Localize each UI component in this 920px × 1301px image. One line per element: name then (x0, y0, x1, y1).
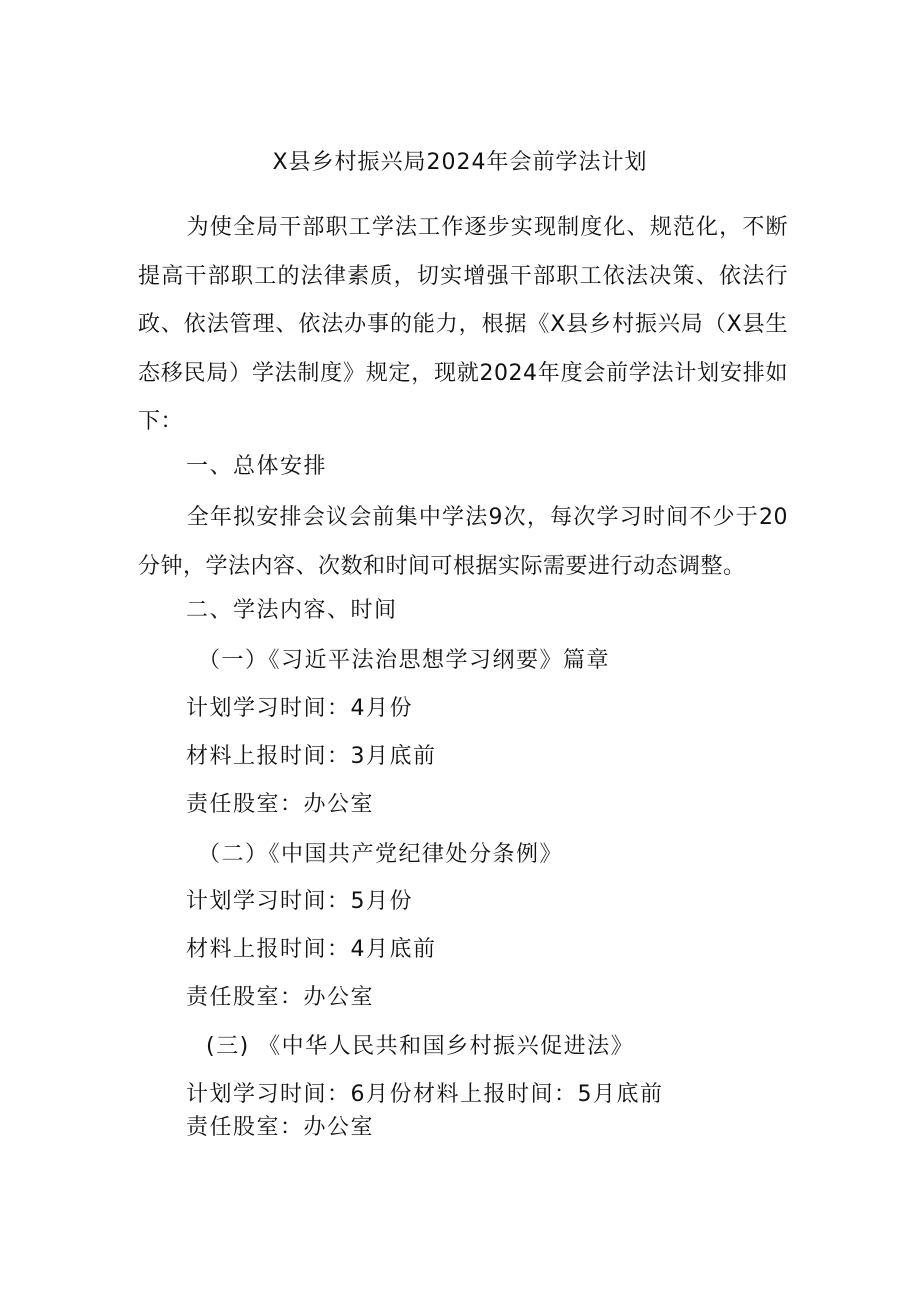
item2-office: 责任股室：办公室 (186, 985, 375, 1010)
item2-heading: （二）《中国共产党纪律处分条例》 (198, 842, 564, 867)
item2-study-time: 计划学习时间：5月份 (186, 889, 413, 914)
item1-heading: （一）《习近平法治思想学习纲要》篇章 (198, 648, 611, 673)
section2-heading: 二、学法内容、时间 (186, 598, 398, 623)
intro-text: 为使全局干部职工学法工作逐步实现制度化、规范化，不断提高干部职工的法律素质，切实增强干部职工依法决策、依法行政、依法管理、依法办事的能力，根据《X县乡村振兴局（X县生态移民局）学法制度》规定，现就2024年度会前学法计划安排如下： (138, 215, 788, 434)
item3-office: 责任股室：办公室 (186, 1115, 375, 1140)
item1-study-time: 计划学习时间：4月份 (186, 696, 413, 721)
document-title: X县乡村振兴局2024年会前学法计划 (272, 150, 648, 175)
intro-paragraph (138, 204, 788, 447)
section1-body-text: 全年拟安排会议会前集中学法9次，每次学习时间不少于20分钟，学法内容、次数和时间可根据实际需要进行动态调整。 (138, 505, 788, 579)
item3-heading: (三) 《中华人民共和国乡村振兴促进法》 (206, 1034, 635, 1059)
item1-report-time: 材料上报时间：3月底前 (186, 744, 437, 769)
item2-report-time: 材料上报时间：4月底前 (186, 937, 437, 962)
item1-office: 责任股室：办公室 (186, 792, 375, 817)
section1-heading: 一、总体安排 (186, 454, 328, 479)
section1-paragraph (138, 494, 788, 591)
item3-study-and-report-time: 计划学习时间：6月份材料上报时间：5月底前 (186, 1082, 664, 1107)
